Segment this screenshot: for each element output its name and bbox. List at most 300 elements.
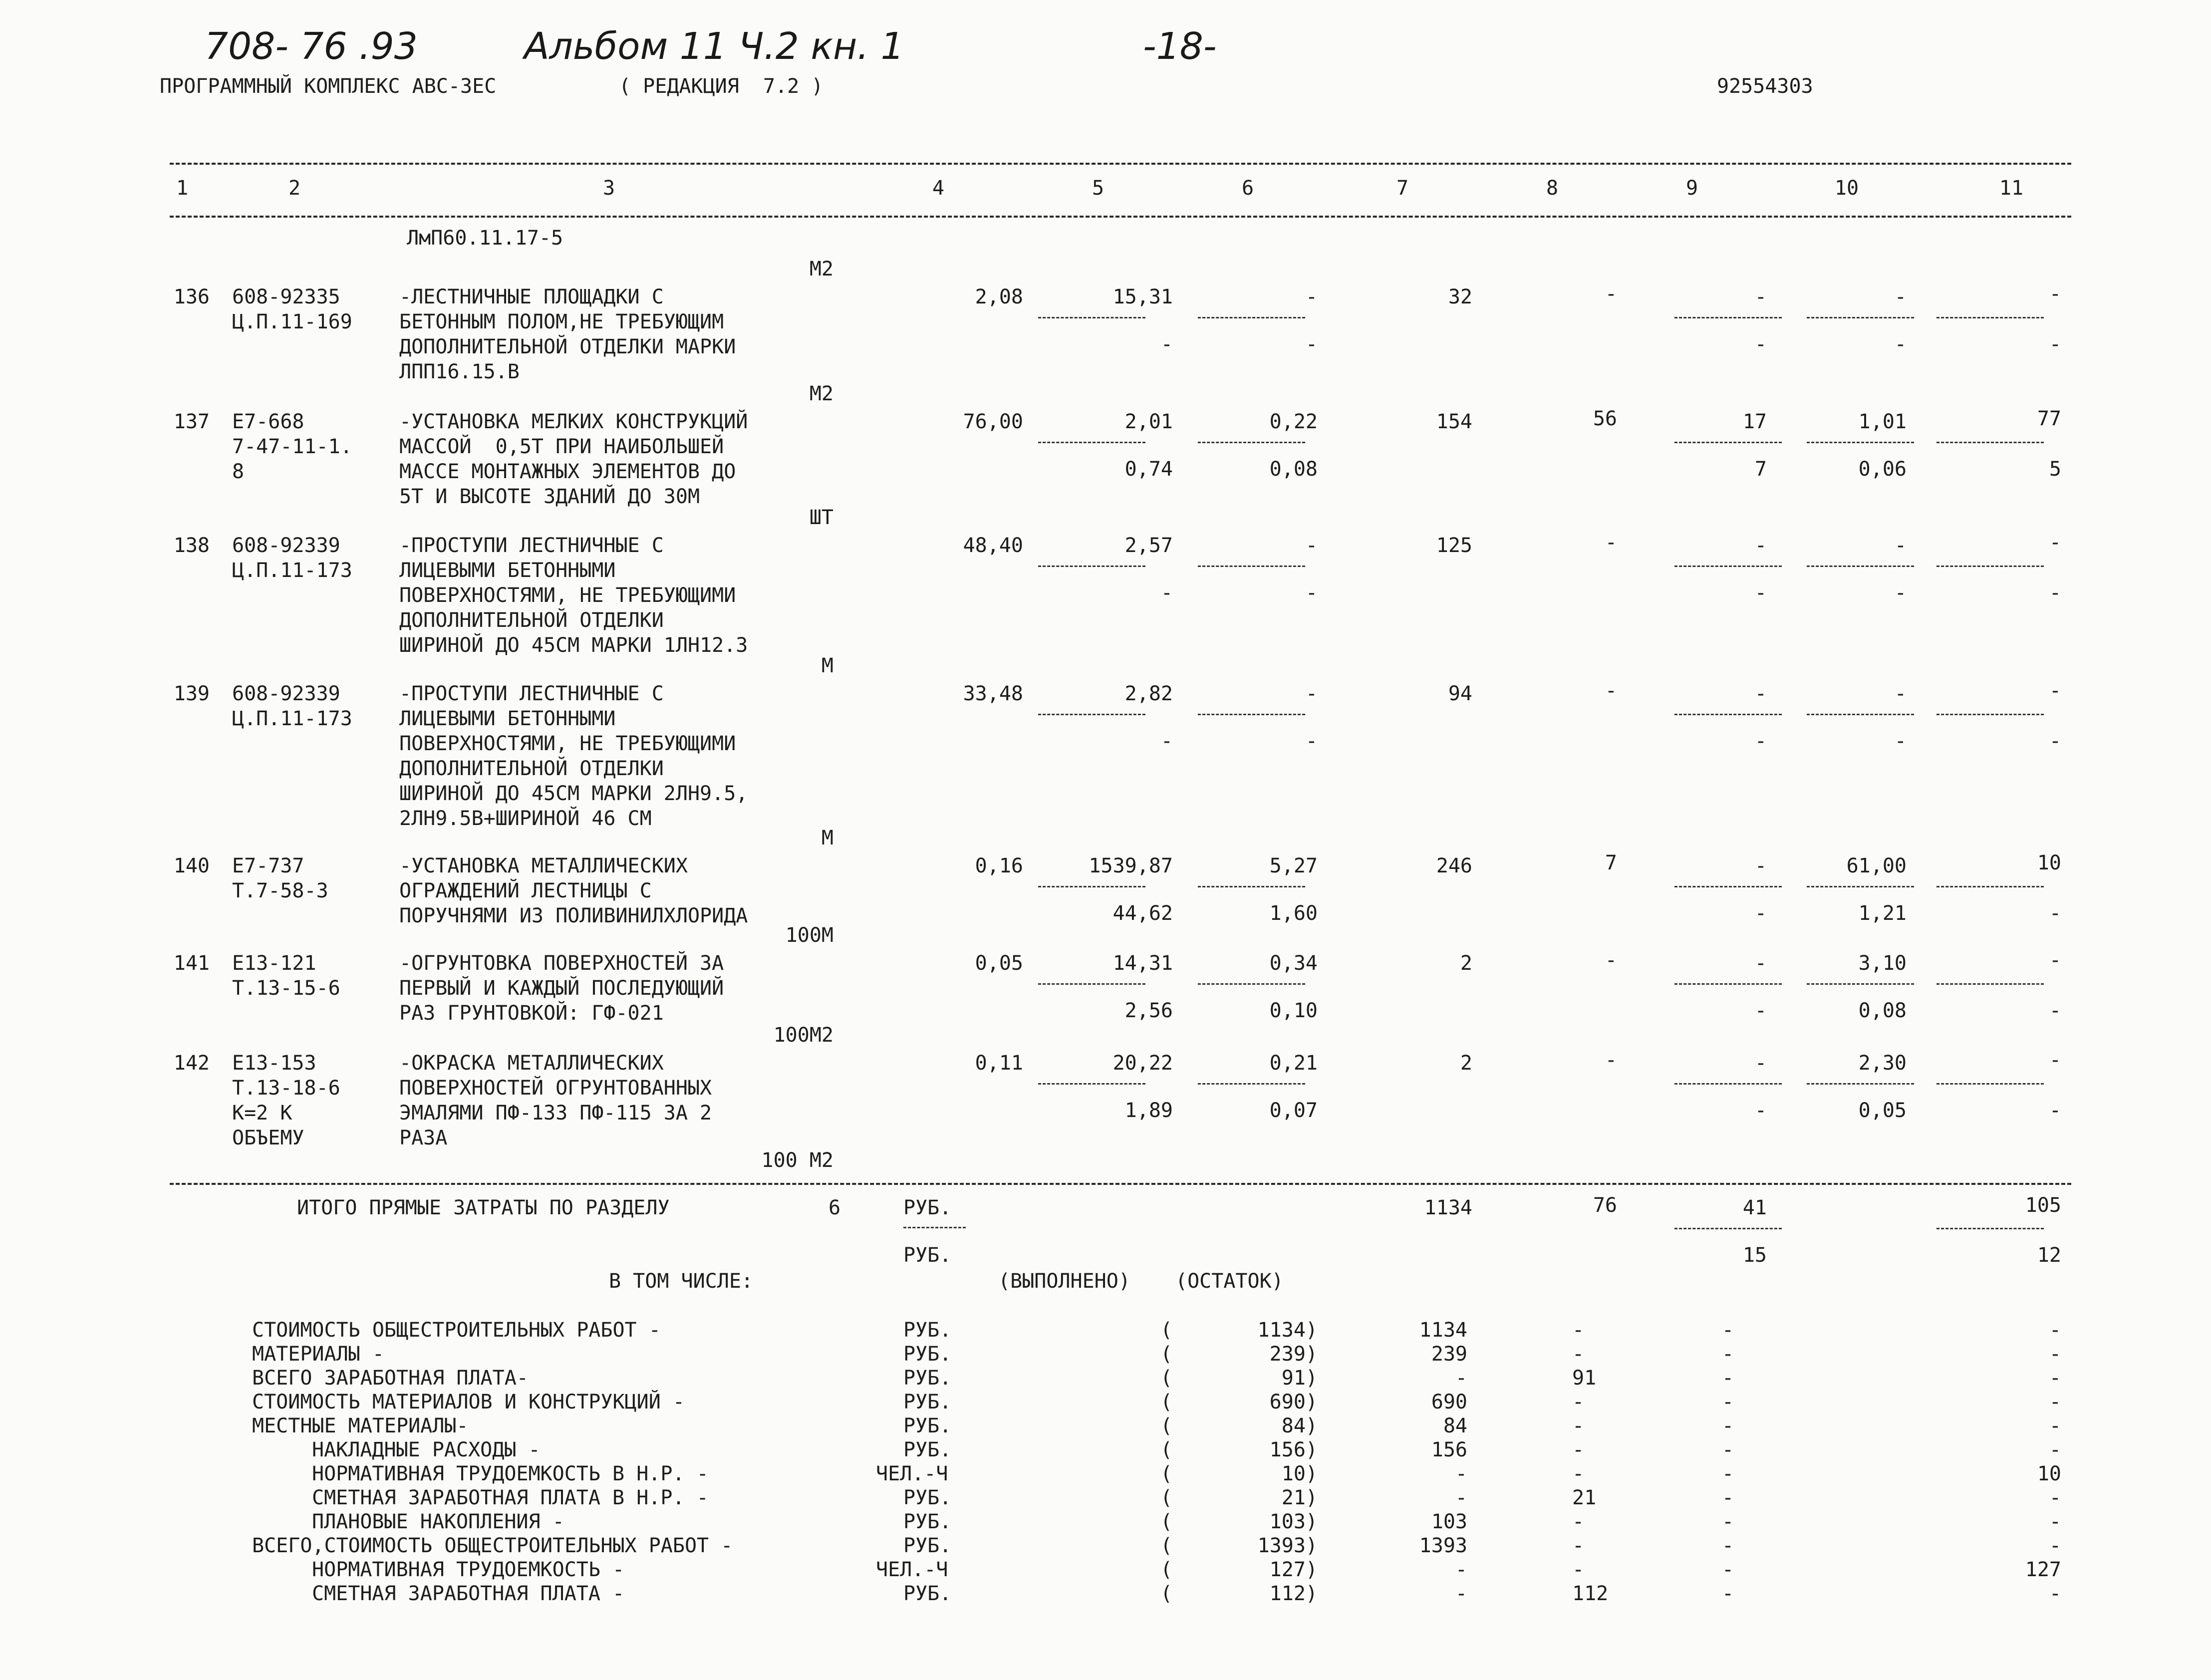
header-top-rule [170,163,2071,165]
row-description: ЛИЦЕВЫМИ БЕТОННЫМИ [399,707,616,730]
summary-col8: - [1572,1438,1585,1461]
summary-col9: - [1722,1343,1734,1366]
summary-open-bracket: ( [1160,1438,1173,1461]
row-unit-wage: 2,56 [1124,999,1173,1022]
row-description: -УСТАНОВКА МЕТАЛЛИЧЕСКИХ [399,854,688,877]
row-machine-cost: 0,34 [1269,952,1318,975]
row-description: ЭМАЛЯМИ ПФ-133 ПФ-115 ЗА 2 [399,1102,712,1124]
row-labor-unit: 3,10 [1858,952,1907,975]
total-top-rule [170,1183,2071,1185]
row-description: ОГРАЖДЕНИЙ ЛЕСТНИЦЫ С [399,879,652,902]
row-col5-divider [1038,442,1145,443]
row-unit-wage: - [1160,730,1173,753]
row-col6-divider [1198,442,1305,443]
row-description: -ЛЕСТНИЧНЫЕ ПЛОЩАДКИ С [399,285,664,308]
row-total-cost: 32 [1448,285,1472,308]
row-labor-total: 77 [2037,407,2061,430]
summary-col7: 84 [1443,1414,1467,1437]
summary-unit: РУБ. [903,1391,952,1413]
document-code: 92554303 [1717,75,1813,98]
row-number: 141 [173,952,210,975]
summary-col11: - [2049,1367,2061,1390]
row-col5-divider [1038,714,1145,715]
summary-col7: - [1455,1367,1467,1390]
row-col6-divider [1198,317,1305,318]
row-number: 137 [173,410,210,433]
summary-unit: РУБ. [903,1534,952,1557]
summary-open-bracket: ( [1160,1414,1173,1437]
row-machine-labor-unit: 0,05 [1858,1099,1907,1122]
summary-unit: РУБ. [903,1438,952,1461]
column-number-1: 1 [176,177,189,200]
summary-col8: - [1572,1462,1585,1485]
summary-col7: 239 [1431,1343,1467,1366]
summary-label: НОРМАТИВНАЯ ТРУДОЕМКОСТЬ - [312,1558,625,1581]
row-machine-total: - [1754,854,1767,877]
summary-col11: - [2049,1414,2061,1437]
row-machine-total: 17 [1742,410,1767,433]
row-machine-labor-total: 5 [2049,458,2061,481]
row-machine-labor-total: - [2049,333,2061,356]
summary-open-bracket: ( [1160,1510,1173,1533]
row-machine-wage-total: - [1754,730,1767,753]
row-rate-code: 7-47-11-1. [232,435,352,458]
summary-col7: 103 [1431,1510,1467,1533]
column-number-9: 9 [1685,177,1698,200]
row-number: 138 [173,534,210,557]
row-col11-divider [1936,1083,2044,1085]
summary-unit: РУБ. [903,1414,952,1437]
row-description: ПЕРВЫЙ И КАЖДЫЙ ПОСЛЕДУЮЩИЙ [399,977,724,1000]
summary-done-value: 1393) [1257,1534,1318,1557]
summary-col7: 156 [1431,1438,1467,1461]
summary-col11: - [2049,1391,2061,1413]
row-col10-divider [1807,1083,1914,1085]
row-labor-unit: 61,00 [1846,854,1907,877]
row-description: РАЗА [399,1126,448,1149]
row-total-cost: 2 [1460,1052,1472,1075]
row-machine-wage-total: - [1754,333,1767,356]
row-col9-divider [1674,886,1782,887]
row-col11-divider [1936,565,2044,567]
row-number: 142 [173,1052,210,1075]
row-col11-divider [1936,983,2044,985]
row-labor-unit: 2,30 [1858,1052,1907,1075]
row-col9-divider [1674,714,1782,715]
summary-done-value: 91) [1281,1367,1318,1390]
summary-col9: - [1722,1367,1734,1390]
row-machine-labor-unit: 0,08 [1858,999,1907,1022]
row-machine-cost: 5,27 [1269,854,1318,877]
row-description: МАССОЙ 0,5Т ПРИ НАИБОЛЬШЕЙ [399,435,724,458]
row-labor-total: - [2049,949,2061,972]
row-machine-wage: - [1305,581,1318,604]
row-machine-labor-total: - [2049,1099,2061,1122]
row-unit: М [821,654,833,677]
row-machine-wage: 0,08 [1269,458,1318,481]
row-wage-total: - [1605,679,1617,702]
row-col11-divider [1936,317,2044,318]
row-description: ДОПОЛНИТЕЛЬНОЙ ОТДЕЛКИ [399,757,664,780]
row-unit-cost: 2,57 [1124,534,1173,557]
row-total-cost: 125 [1436,534,1472,557]
row-rate-code: Е7-668 [232,410,304,433]
row-col5-divider [1038,983,1145,985]
summary-label: СМЕТНАЯ ЗАРАБОТНАЯ ПЛАТА - [312,1582,625,1605]
row-machine-total: - [1754,952,1767,975]
column-number-7: 7 [1396,177,1409,200]
row-wage-total: - [1605,282,1617,305]
row-description: -ПРОСТУПИ ЛЕСТНИЧНЫЕ С [399,534,664,557]
summary-col11: 127 [2025,1558,2061,1581]
summary-col7: - [1455,1462,1467,1485]
row-col10-divider [1807,886,1914,887]
summary-open-bracket: ( [1160,1534,1173,1557]
row-machine-labor-unit: 0,06 [1858,458,1907,481]
row-machine-wage: - [1305,730,1318,753]
row-unit: М2 [809,258,833,280]
row-description: ПОРУЧНЯМИ ИЗ ПОЛИВИНИЛХЛОРИДА [399,904,748,927]
row-labor-total: - [2049,531,2061,554]
row-machine-total: - [1754,285,1767,308]
summary-open-bracket: ( [1160,1486,1173,1509]
row-machine-cost: - [1305,682,1318,705]
column-number-10: 10 [1834,177,1859,200]
summary-done-value: 112) [1269,1582,1318,1605]
summary-col8: - [1572,1510,1585,1533]
summary-col7: 1393 [1419,1534,1467,1557]
row-quantity: 76,00 [963,410,1023,433]
row-rate-code: Т.7-58-3 [232,879,328,902]
row-description: ПОВЕРХНОСТЯМИ, НЕ ТРЕБУЮЩИМИ [399,732,736,755]
row-rate-code: ОБЪЕМУ [232,1126,304,1149]
row-description: -УСТАНОВКА МЕЛКИХ КОНСТРУКЦИЙ [399,410,748,433]
summary-open-bracket: ( [1160,1367,1173,1390]
row-col5-divider [1038,317,1145,318]
row-labor-total: 10 [2037,851,2061,874]
row-col5-divider [1038,1083,1145,1085]
row-col9-divider [1674,317,1782,318]
summary-open-bracket: ( [1160,1558,1173,1581]
summary-done-value: 690) [1269,1391,1318,1413]
row-description: ЛИЦЕВЫМИ БЕТОННЫМИ [399,559,616,582]
row-rate-code: 608-92339 [232,682,340,705]
row-labor-total: - [2049,679,2061,702]
summary-col7: 1134 [1419,1319,1467,1342]
total-col9-main: 41 [1742,1196,1767,1219]
row-number: 140 [173,854,210,877]
row-machine-cost: 0,22 [1269,410,1318,433]
summary-col8: 91 [1572,1367,1597,1390]
row-total-cost: 2 [1460,952,1472,975]
row-machine-labor-unit: - [1894,730,1907,753]
summary-col9: - [1722,1319,1734,1342]
row-description: ПОВЕРХНОСТЯМИ, НЕ ТРЕБУЮЩИМИ [399,584,736,607]
row-unit-cost: 2,01 [1124,410,1173,433]
summary-col9: - [1722,1462,1734,1485]
row-machine-total: - [1754,1052,1767,1075]
row-col10-divider [1807,317,1914,318]
row-machine-wage: 1,60 [1269,902,1318,925]
summary-label: ПЛАНОВЫЕ НАКОПЛЕНИЯ - [312,1510,564,1533]
rest-label: (ОСТАТОК) [1175,1270,1284,1293]
header-bottom-rule [170,216,2071,218]
summary-col9: - [1722,1438,1734,1461]
row-unit-cost: 20,22 [1112,1052,1173,1075]
column-number-8: 8 [1546,177,1559,200]
row-unit-cost: 14,31 [1112,952,1173,975]
total-col7: 1134 [1424,1196,1472,1219]
row-machine-wage: 0,07 [1269,1099,1318,1122]
row-col11-divider [1936,442,2044,443]
row-quantity: 2,08 [975,285,1023,308]
row-labor-total: - [2049,282,2061,305]
summary-col8: - [1572,1343,1585,1366]
summary-col9: - [1722,1558,1734,1581]
including-label: В ТОМ ЧИСЛЕ: [609,1270,753,1293]
row-machine-wage-total: - [1754,999,1767,1022]
row-labor-unit: - [1894,285,1907,308]
total-label: ИТОГО ПРЯМЫЕ ЗАТРАТЫ ПО РАЗДЕЛУ [297,1196,670,1219]
row-machine-labor-total: - [2049,581,2061,604]
summary-label: МАТЕРИАЛЫ - [252,1343,384,1366]
row-labor-total: - [2049,1049,2061,1072]
summary-col11: - [2049,1510,2061,1533]
row-col5-divider [1038,565,1145,567]
row-col11-divider [1936,714,2044,715]
summary-label: ВСЕГО,СТОИМОСТЬ ОБЩЕСТРОИТЕЛЬНЫХ РАБОТ - [252,1534,733,1557]
column-number-3: 3 [602,177,615,200]
summary-col8: - [1572,1319,1585,1342]
summary-done-value: 21) [1281,1486,1318,1509]
row-col11-divider [1936,886,2044,887]
row-unit: М2 [809,382,833,405]
summary-col8: - [1572,1391,1585,1413]
row-col6-divider [1198,714,1305,715]
row-description: МАССЕ МОНТАЖНЫХ ЭЛЕМЕНТОВ ДО [399,460,736,483]
row-unit-wage: - [1160,581,1173,604]
summary-col9: - [1722,1414,1734,1437]
row-col9-divider [1674,442,1782,443]
row-col6-divider [1198,886,1305,887]
handwritten-album-note: Альбом 11 Ч.2 кн. 1 [524,25,904,68]
summary-done-value: 103) [1269,1510,1318,1533]
summary-col7: - [1455,1582,1467,1605]
row-total-cost: 94 [1448,682,1472,705]
row-unit: ШТ [809,506,833,529]
row-rate-code: Т.13-18-6 [232,1077,340,1100]
row-quantity: 0,11 [975,1052,1023,1075]
total-col11-main: 105 [2025,1194,2061,1217]
row-labor-unit: - [1894,534,1907,557]
row-machine-labor-unit: - [1894,581,1907,604]
row-machine-labor-unit: - [1894,333,1907,356]
column-number-6: 6 [1241,177,1254,200]
row-number: 139 [173,682,210,705]
summary-col7: - [1455,1558,1467,1581]
summary-done-value: 84) [1281,1414,1318,1437]
summary-done-value: 1134) [1257,1319,1318,1342]
total-unit-secondary: РУБ. [903,1244,952,1267]
row-machine-labor-total: - [2049,902,2061,925]
column-number-4: 4 [932,177,945,200]
total-unit-primary: РУБ. [903,1196,952,1219]
row-rate-code: Е13-121 [232,952,316,975]
row-total-cost: 154 [1436,410,1472,433]
row-description: ДОПОЛНИТЕЛЬНОЙ ОТДЕЛКИ МАРКИ [399,335,736,358]
row-rate-code: Ц.П.11-169 [232,310,352,333]
summary-col7: 690 [1431,1391,1467,1413]
summary-col9: - [1722,1582,1734,1605]
summary-col11: - [2049,1319,2061,1342]
summary-label: СТОИМОСТЬ МАТЕРИАЛОВ И КОНСТРУКЦИЙ - [252,1391,685,1413]
row-rate-code: 608-92339 [232,534,340,557]
row-col6-divider [1198,983,1305,985]
summary-open-bracket: ( [1160,1319,1173,1342]
total-col9-wage: 15 [1742,1244,1767,1267]
summary-unit: РУБ. [903,1582,952,1605]
row-description: ШИРИНОЙ ДО 45СМ МАРКИ 2ЛН9.5, [399,782,748,805]
summary-unit: РУБ. [903,1510,952,1533]
row-rate-code: Ц.П.11-173 [232,707,352,730]
row-unit-wage: 44,62 [1112,902,1173,925]
carry-over-line: ЛмП60.11.17-5 [407,227,563,250]
row-machine-wage-total: 7 [1754,458,1767,481]
summary-open-bracket: ( [1160,1343,1173,1366]
row-description: ШИРИНОЙ ДО 45СМ МАРКИ 1ЛН12.3 [399,634,748,657]
done-label: (ВЫПОЛНЕНО) [998,1270,1130,1293]
row-quantity: 0,05 [975,952,1023,975]
row-wage-total: 56 [1593,407,1617,430]
row-machine-wage-total: - [1754,1099,1767,1122]
summary-col11: - [2049,1582,2061,1605]
row-machine-cost: 0,21 [1269,1052,1318,1075]
summary-label: ВСЕГО ЗАРАБОТНАЯ ПЛАТА- [252,1367,529,1390]
summary-col11: - [2049,1486,2061,1509]
column-number-11: 11 [1999,177,2024,200]
summary-unit: РУБ. [903,1486,952,1509]
summary-col8: 21 [1572,1486,1597,1509]
row-unit: 100М [785,924,833,947]
row-description: -ОГРУНТОВКА ПОВЕРХНОСТЕЙ ЗА [399,952,724,975]
total-col11-divider [1936,1228,2044,1229]
summary-col9: - [1722,1486,1734,1509]
row-machine-wage: - [1305,333,1318,356]
total-col9-divider [1674,1228,1782,1229]
row-machine-wage: 0,10 [1269,999,1318,1022]
summary-col11: - [2049,1534,2061,1557]
program-name: ПРОГРАММНЫЙ КОМПЛЕКС АВС-ЗЕС [160,75,497,98]
last-row-unit: 100 М2 [761,1149,833,1172]
summary-unit: ЧЕЛ.-Ч [876,1462,948,1485]
summary-col11: - [2049,1438,2061,1461]
summary-open-bracket: ( [1160,1582,1173,1605]
row-machine-labor-total: - [2049,730,2061,753]
row-total-cost: 246 [1436,854,1472,877]
row-wage-total: 7 [1605,851,1617,874]
handwritten-doc-number: 708- 76 .93 [205,25,418,68]
row-description: -ОКРАСКА МЕТАЛЛИЧЕСКИХ [399,1052,664,1075]
row-col10-divider [1807,442,1914,443]
handwritten-page-number: -18- [1143,25,1217,68]
row-machine-total: - [1754,682,1767,705]
summary-col8: - [1572,1534,1585,1557]
summary-col8: - [1572,1558,1585,1581]
row-wage-total: - [1605,949,1617,972]
summary-label: НАКЛАДНЫЕ РАСХОДЫ - [312,1438,541,1461]
row-machine-total: - [1754,534,1767,557]
row-col10-divider [1807,983,1914,985]
summary-unit: РУБ. [903,1367,952,1390]
column-number-5: 5 [1092,177,1105,200]
row-unit-wage: 0,74 [1124,458,1173,481]
summary-col11: - [2049,1343,2061,1366]
row-unit-cost: 2,82 [1124,682,1173,705]
summary-open-bracket: ( [1160,1462,1173,1485]
row-labor-unit: - [1894,682,1907,705]
summary-col7: - [1455,1486,1467,1509]
summary-unit: РУБ. [903,1343,952,1366]
summary-label: СТОИМОСТЬ ОБЩЕСТРОИТЕЛЬНЫХ РАБОТ - [252,1319,661,1342]
row-col6-divider [1198,565,1305,567]
summary-label: СМЕТНАЯ ЗАРАБОТНАЯ ПЛАТА В Н.Р. - [312,1486,709,1509]
summary-col8: - [1572,1414,1585,1437]
row-col9-divider [1674,983,1782,985]
row-unit: М [821,827,833,849]
total-section-number: 6 [829,1196,841,1219]
row-description: 2ЛН9.5В+ШИРИНОЙ 46 СМ [399,807,652,830]
summary-label: НОРМАТИВНАЯ ТРУДОЕМКОСТЬ В Н.Р. - [312,1462,709,1485]
row-machine-wage-total: - [1754,581,1767,604]
row-quantity: 33,48 [963,682,1023,705]
row-description: ЛПП16.15.В [399,360,520,383]
row-rate-code: К=2 К [232,1102,292,1124]
row-rate-code: Е13-153 [232,1052,316,1075]
row-description: -ПРОСТУПИ ЛЕСТНИЧНЫЕ С [399,682,664,705]
summary-col9: - [1722,1510,1734,1533]
column-number-2: 2 [288,177,301,200]
row-description: БЕТОННЫМ ПОЛОМ,НЕ ТРЕБУЮЩИМ [399,310,724,333]
row-col9-divider [1674,565,1782,567]
row-labor-unit: 1,01 [1858,410,1907,433]
row-unit-wage: - [1160,333,1173,356]
summary-label: МЕСТНЫЕ МАТЕРИАЛЫ- [252,1414,469,1437]
row-rate-code: 8 [232,460,245,483]
row-machine-labor-total: - [2049,999,2061,1022]
summary-col9: - [1722,1534,1734,1557]
summary-done-value: 127) [1269,1558,1318,1581]
row-col5-divider [1038,886,1145,887]
row-wage-total: - [1605,531,1617,554]
row-unit-cost: 1539,87 [1089,854,1173,877]
row-col10-divider [1807,714,1914,715]
summary-done-value: 239) [1269,1343,1318,1366]
row-number: 136 [173,285,210,308]
row-description: 5Т И ВЫСОТЕ ЗДАНИЙ ДО 30М [399,485,700,508]
summary-col8: 112 [1572,1582,1609,1605]
row-machine-cost: - [1305,534,1318,557]
row-quantity: 0,16 [975,854,1023,877]
program-edition: ( РЕДАКЦИЯ 7.2 ) [619,75,824,98]
row-col9-divider [1674,1083,1782,1085]
row-rate-code: Е7-737 [232,854,304,877]
row-machine-wage-total: - [1754,902,1767,925]
row-unit-wage: 1,89 [1124,1099,1173,1122]
row-wage-total: - [1605,1049,1617,1072]
summary-open-bracket: ( [1160,1391,1173,1413]
total-col8: 76 [1593,1194,1617,1217]
summary-done-value: 156) [1269,1438,1318,1461]
